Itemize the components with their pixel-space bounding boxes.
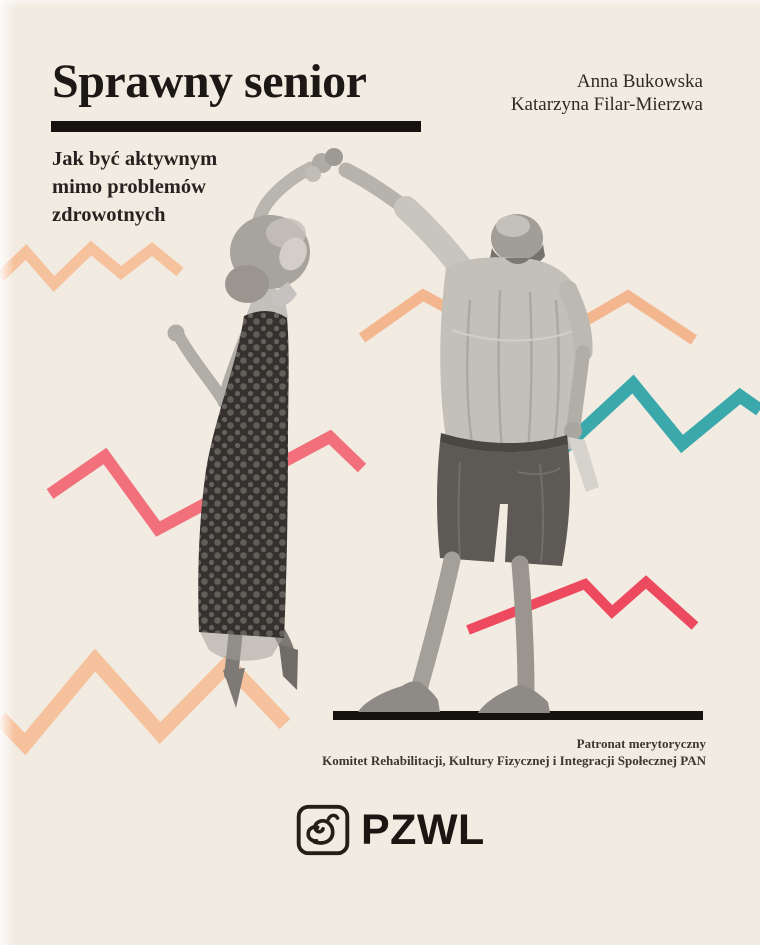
patronage bbox=[322, 736, 706, 770]
book-title: Sprawny senior bbox=[52, 55, 367, 108]
subtitle-line: Jak być aktywnym bbox=[52, 148, 218, 170]
patronage-title: Patronat merytoryczny bbox=[576, 736, 706, 751]
subtitle-line: zdrowotnych bbox=[52, 203, 166, 226]
title-underline bbox=[51, 121, 421, 132]
pzwl-swan-logo-icon bbox=[296, 804, 350, 856]
subtitle-line: mimo problemów bbox=[52, 175, 206, 198]
dancer-woman bbox=[168, 168, 312, 708]
dancer-man bbox=[346, 170, 599, 713]
author-name: Katarzyna Filar-Mierzwa bbox=[510, 94, 703, 116]
publisher-name: PZWL bbox=[361, 805, 485, 854]
held-object bbox=[568, 437, 599, 492]
publisher-logo bbox=[296, 804, 485, 856]
subtitle bbox=[52, 146, 217, 230]
patronage-committee: Komitet Rehabilitacji, Kultury Fizycznej i Integracji Społecznej PAN bbox=[322, 752, 706, 768]
author-name: Anna Bukowska bbox=[576, 71, 703, 92]
authors bbox=[511, 70, 703, 116]
